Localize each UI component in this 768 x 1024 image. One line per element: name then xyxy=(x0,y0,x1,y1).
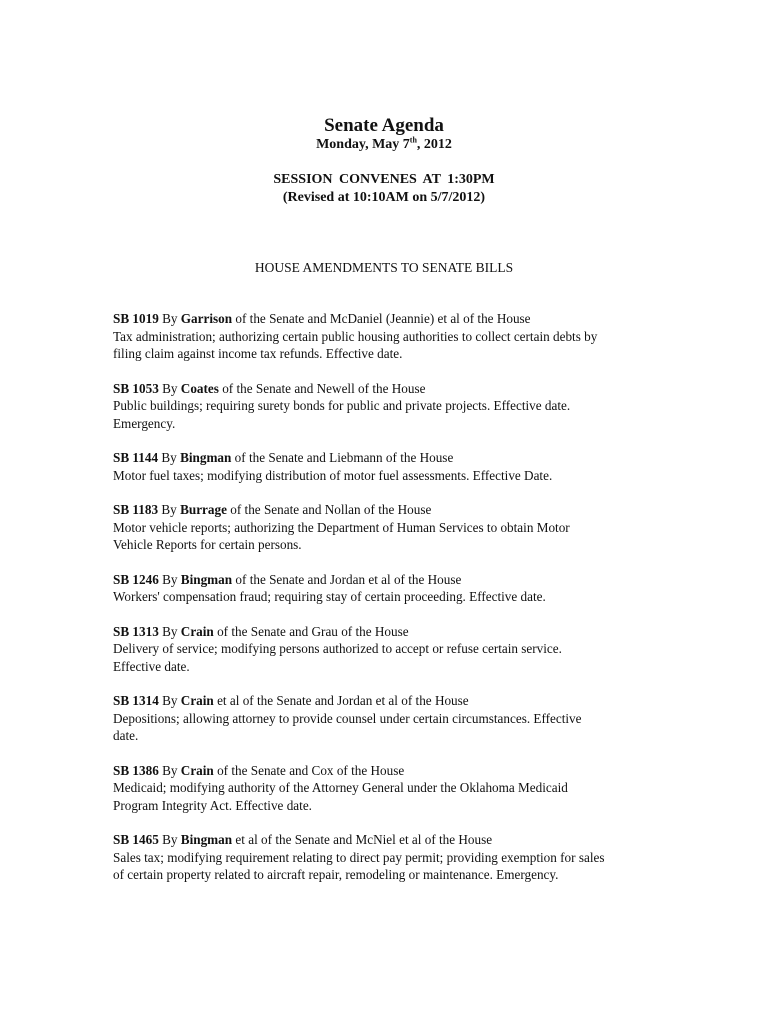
bill-entry xyxy=(113,762,673,815)
agenda-date xyxy=(0,136,768,154)
bill-number: SB 1053 xyxy=(113,380,159,396)
bill-description: Depositions; allowing attorney to provide counsel under certain circumstances. Effective date. xyxy=(113,710,582,743)
bill-sponsors: of the Senate and McDaniel (Jeannie) et al of the House xyxy=(232,311,531,326)
bill-heading xyxy=(113,310,673,328)
bill-description: Tax administration; authorizing certain public housing authorities to collect certain debts by filing claim against income tax refunds. Effective date. xyxy=(113,328,598,361)
bill-sponsors: et al of the Senate and Jordan et al of the House xyxy=(213,693,469,708)
bill-by: By xyxy=(158,502,181,517)
bill-entry xyxy=(113,310,673,363)
bill-entry xyxy=(113,623,673,676)
bill-description: Motor fuel taxes; modifying distribution of motor fuel assessments. Effective Date. xyxy=(113,467,553,483)
bill-list xyxy=(113,310,673,901)
bill-number: SB 1386 xyxy=(113,762,159,778)
bill-description: Workers' compensation fraud; requiring stay of certain proceeding. Effective date. xyxy=(113,589,546,604)
bill-by: By xyxy=(158,762,181,778)
bill-number: SB 1465 xyxy=(113,832,159,847)
bill-sponsors: et al of the Senate and McNiel et al of the House xyxy=(232,832,493,847)
bill-by: By xyxy=(158,623,181,639)
bill-heading xyxy=(113,449,673,467)
bill-by: By xyxy=(158,380,181,396)
bill-author: Burrage xyxy=(180,502,227,517)
bill-author: Coates xyxy=(180,380,219,396)
bill-by: By xyxy=(158,693,181,708)
bill-author: Crain xyxy=(180,762,214,778)
bill-sponsors: of the Senate and Newell of the House xyxy=(218,380,426,396)
bill-sponsors: of the Senate and Cox of the House xyxy=(213,762,405,778)
bill-description: Delivery of service; modifying persons authorized to accept or refuse certain service. Effective date. xyxy=(113,641,562,674)
bill-description: Sales tax; modifying requirement relating to direct pay permit; providing exemption for sales of certain property related to aircraft repair, remodeling or maintenance. Emergency. xyxy=(113,849,605,882)
bill-heading xyxy=(113,571,673,589)
bill-heading xyxy=(113,762,673,780)
bill-number: SB 1313 xyxy=(113,623,159,639)
bill-author: Crain xyxy=(180,623,214,639)
bill-author: Garrison xyxy=(180,311,233,326)
bill-heading xyxy=(113,692,673,710)
agenda-date-ordinal: th xyxy=(409,135,417,145)
bill-by: By xyxy=(158,571,181,587)
bill-sponsors: of the Senate and Liebmann of the House xyxy=(231,450,454,465)
bill-entry xyxy=(113,692,673,745)
bill-entry xyxy=(113,380,673,433)
bill-sponsors: of the Senate and Nollan of the House xyxy=(226,502,432,517)
bill-number: SB 1183 xyxy=(113,502,159,517)
revision-note: (Revised at 10:10AM on 5/7/2012) xyxy=(282,190,486,205)
bill-by: By xyxy=(158,311,181,326)
bill-by: By xyxy=(158,832,181,847)
bill-entry xyxy=(113,571,673,606)
bill-sponsors: of the Senate and Jordan et al of the House xyxy=(232,571,462,587)
bill-by: By xyxy=(158,450,181,465)
session-convenes: SESSION CONVENES AT 1:30PM xyxy=(273,172,495,187)
bill-entry xyxy=(113,501,673,554)
bill-number: SB 1019 xyxy=(113,311,159,326)
bill-description: Motor vehicle reports; authorizing the Department of Human Services to obtain Motor Vehicle Reports for certain persons. xyxy=(113,519,570,552)
bill-sponsors: of the Senate and Grau of the House xyxy=(213,623,409,639)
bill-heading xyxy=(113,831,673,849)
bill-author: Crain xyxy=(180,693,214,708)
bill-number: SB 1314 xyxy=(113,693,159,708)
bill-number: SB 1246 xyxy=(113,571,159,587)
bill-author: Bingman xyxy=(180,450,232,465)
section-heading: HOUSE AMENDMENTS TO SENATE BILLS xyxy=(254,260,514,275)
bill-heading xyxy=(113,380,673,398)
page-title: Senate Agenda xyxy=(324,115,444,136)
bill-description: Medicaid; modifying authority of the Attorney General under the Oklahoma Medicaid Program Integrity Act. Effective date. xyxy=(113,780,568,813)
bill-author: Bingman xyxy=(180,832,233,847)
bill-heading xyxy=(113,501,673,519)
agenda-date-text: Monday, May 7 xyxy=(316,137,410,152)
bill-entry xyxy=(113,449,673,484)
bill-heading xyxy=(113,623,673,641)
bill-number: SB 1144 xyxy=(113,450,159,465)
bill-description: Public buildings; requiring surety bonds for public and private projects. Effective date. Emergency. xyxy=(113,398,571,431)
bill-author: Bingman xyxy=(180,571,233,587)
bill-entry xyxy=(113,831,673,884)
agenda-date-year: , 2012 xyxy=(416,137,452,152)
